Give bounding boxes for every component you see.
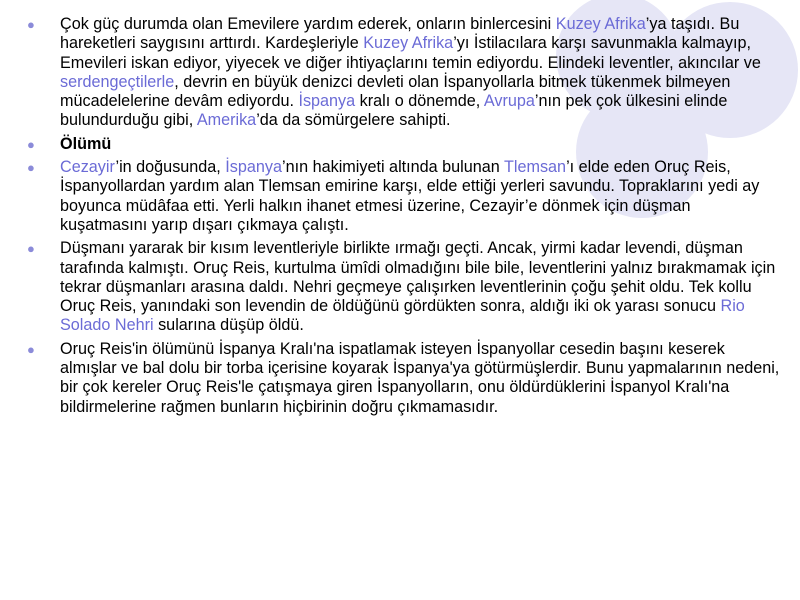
bullet-icon: ● (27, 17, 35, 32)
paragraph-text: ’da da sömürgelere sahipti. (256, 111, 451, 130)
paragraph-text: , devrin en büyük denizci devleti olan İspanyollarla bitmek tükenmek bilmeyen mücadelelerine devâm ediyordu. (60, 72, 731, 111)
paragraph-text: ’ı elde eden Oruç Reis, İspanyollardan yardım alan Tlemsan emirine karşı, elde ettiği yerleri savundu. Topraklarını yedi ay boyunca müdâfaa etti. Yerli halkın ihanet etmesi üzerine, Cezayir’e dönmek için düşman kuşatmasını yarıp dışarı çıkmaya çalıştı. (60, 158, 760, 234)
paragraph-bullet (0, 15, 780, 131)
hyperlink[interactable]: İspanya (298, 92, 356, 111)
bullet-icon: ● (27, 136, 35, 152)
bullet-icon: ● (27, 341, 35, 357)
hyperlink[interactable]: Amerika (196, 111, 257, 130)
paragraph-bullet (0, 239, 780, 335)
paragraph-text: ’yı İstilacılara karşı savunmakla kalmayıp, Emevileri iskan ediyor, yiyecek ve diğer ihtiyaçlarını temin ediyordu. Elindeki leventler, akıncılar ve (60, 34, 761, 72)
paragraph-text: ’ya taşıdı. Bu hareketleri saygısını arttırdı. Kardeşleriyle (60, 15, 740, 53)
bullet-icon: ● (27, 241, 35, 257)
hyperlink[interactable]: Cezayir (60, 158, 116, 177)
paragraph-text: ’nın pek çok ülkesini elinde bulundurduğu gibi, (60, 92, 728, 130)
paragraph-text: ’nın hakimiyeti altında bulunan (282, 158, 504, 177)
heading-text: Ölümü (60, 134, 112, 153)
paragraph-text: kralı o dönemde, (355, 92, 484, 111)
hyperlink[interactable]: Rio Solado Nehri (60, 297, 745, 335)
bullet-icon: ● (27, 160, 35, 176)
paragraph-text: sularına düşüp öldü. (153, 316, 304, 335)
paragraph-text: ’in doğusunda, (115, 158, 226, 177)
slide-bullet-list (0, 15, 780, 421)
hyperlink[interactable]: Tlemsan (503, 158, 567, 177)
section-heading-bullet (0, 135, 780, 154)
paragraph-bullet (0, 158, 780, 235)
paragraph-bullet (0, 340, 780, 417)
hyperlink[interactable]: İspanya (225, 158, 282, 177)
paragraph-text: Düşmanı yararak bir kısım leventleriyle birlikte ırmağı geçti. Ancak, yirmi kadar levendi, düşman tarafında kalmıştı. Oruç Reis, kurtulma ümîdi olmadığını bile bile, leventlerini yalnız bırakmamak için tekrar düşmanları arasına daldı. Nehri geçmeye çalışırken leventlerinin çoğu şehit oldu. Tek kollu Oruç Reis, yanındaki son levendin de öldüğünü gördükten sonra, aldığı iki ok yarası sonucu (60, 239, 776, 316)
paragraph-text: Çok güç durumda olan Emevilere yardım ederek, onların binlercesini (60, 15, 556, 33)
hyperlink[interactable]: serdengeçtilerle (60, 72, 175, 91)
paragraph-text: Oruç Reis'in ölümünü İspanya Kralı'na ispatlamak isteyen İspanyollar cesedin başını keserek almışlar ve bal dolu bir torba içerisine koyarak İspanya'ya götürmüşlerdir. Bunu yapmalarının nedeni, bir çok kereler Oruç Reis'le çatışmaya giren İspanyolların, onu öldürdüklerini İspanyol Kralı'na bildirmelerine rağmen bunların hiçbirinin doğru çıkmamasıdır. (60, 339, 780, 416)
hyperlink[interactable]: Kuzey Afrika (555, 15, 646, 33)
hyperlink[interactable]: Avrupa (483, 92, 535, 111)
hyperlink[interactable]: Kuzey Afrika (363, 34, 454, 53)
